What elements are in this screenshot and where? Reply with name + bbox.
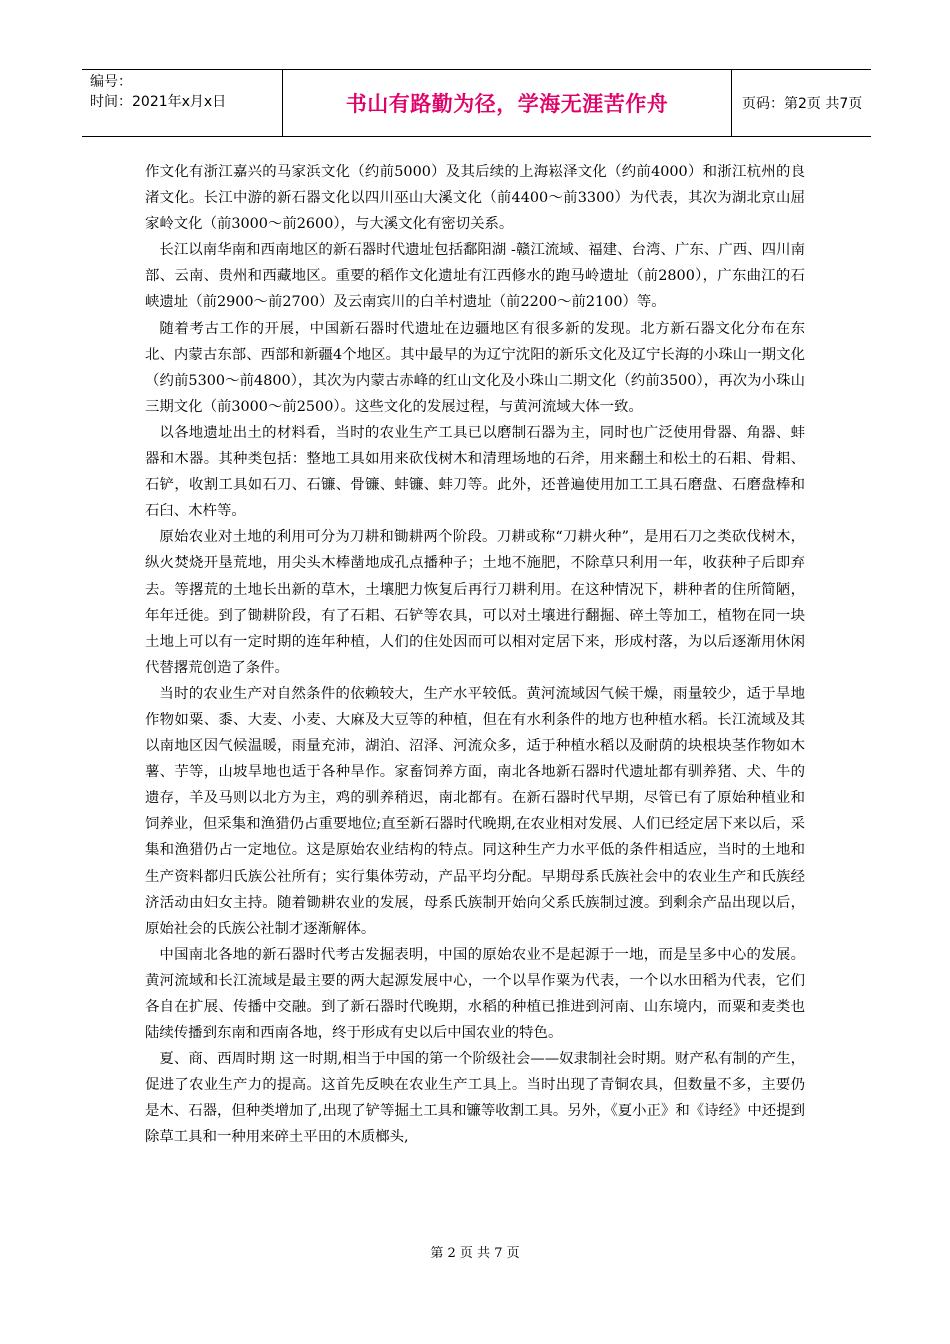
- date-label: 时间：2021年x月x日: [90, 94, 227, 110]
- paragraph: 中国南北各地的新石器时代考古发掘表明，中国的原始农业不是起源于一地，而是呈多中心的发展。黄河流域和长江流域是最主要的两大起源发展中心，一个以旱作粟为代表，一个以水田稻为代表，它们各自在扩展、传播中交融。到了新石器时代晚期，水稻的种植已推进到河南、山东境内，而粟和麦类也陆续传播到东南和西南各地，终于形成有史以后中国农业的特色。: [145, 946, 805, 1042]
- document-body: [145, 159, 805, 1151]
- page-header: [82, 69, 871, 137]
- page-info: 页码：第2页 共7页: [742, 96, 863, 112]
- header-meta: [82, 70, 282, 136]
- paragraph: 夏、商、西周时期 这一时期,相当于中国的第一个阶级社会——奴隶制社会时期。财产私有制的产生，促进了农业生产力的提高。这首先反映在农业生产工具上。当时出现了青铜农具，但数量不多，主要仍是木、石器，但种类增加了,出现了铲等掘土工具和镰等收割工具。另外，《夏小正》和《诗经》中还提到除草工具和一种用来碎土平田的木质榔头,: [145, 1051, 805, 1146]
- paragraph: 作文化有浙江嘉兴的马家浜文化（约前5000）及其后续的上海崧泽文化（约前4000）和浙江杭州的良渚文化。长江中游的新石器文化以四川巫山大溪文化（前4400～前3300）为代表，其次为湖北京山屈家岭文化（前3000～前2600），与大溪文化有密切关系。: [145, 164, 805, 233]
- motto: 书山有路勤为径，学海无涯苦作舟: [345, 92, 669, 116]
- number-label: 编号：: [90, 74, 132, 90]
- page-footer: 第 2 页 共 7 页: [430, 1246, 520, 1261]
- paragraph: 原始农业对土地的利用可分为刀耕和锄耕两个阶段。刀耕或称“刀耕火种”，是用石刀之类砍伐树木，纵火焚烧开垦荒地，用尖头木棒凿地成孔点播种子；土地不施肥，不除草只利用一年，收获种子后即弃去。等撂荒的土地长出新的草木，土壤肥力恢复后再行刀耕利用。在这种情况下，耕种者的住所简陋，年年迁徙。到了锄耕阶段，有了石耜、石铲等农具，可以对土壤进行翻掘、碎土等加工，植物在同一块土地上可以有一定时期的连年种植，人们的住处因而可以相对定居下来，形成村落，为以后逐渐用休闲代替撂荒创造了条件。: [145, 529, 805, 676]
- header-page-cell: [732, 70, 871, 136]
- paragraph: 当时的农业生产对自然条件的依赖较大，生产水平较低。黄河流域因气候干燥，雨量较少，适于旱地作物如粟、黍、大麦、小麦、大麻及大豆等的种植，但在有水利条件的地方也种植水稻。长江流域及其以南地区因气候温暖，雨量充沛，湖泊、沼泽、河流众多，适于种植水稻以及耐荫的块根块茎作物如木薯、芋等，山坡旱地也适于各种旱作。家畜饲养方面，南北各地新石器时代遗址都有驯养猪、犬、牛的遗存，羊及马则以北方为主，鸡的驯养稍迟，南北都有。在新石器时代早期，尽管已有了原始种植业和饲养业，但采集和渔猎仍占重要地位;直至新石器时代晚期,在农业相对发展、人们已经定居下来以后，采集和渔猎仍占一定地位。这是原始农业结构的特点。同这种生产力水平低的条件相适应，当时的土地和生产资料都归氏族公社所有；实行集体劳动，产品平均分配。早期母系氏族社会中的农业生产和氏族经济活动由妇女主持。随着锄耕农业的发展，母系氏族制开始向父系氏族制过渡。到剩余产品出现以后，原始社会的氏族公社制才逐渐解体。: [145, 685, 805, 937]
- paragraph: 随着考古工作的开展，中国新石器时代遗址在边疆地区有很多新的发现。北方新石器文化分布在东北、内蒙古东部、西部和新疆4个地区。其中最早的为辽宁沈阳的新乐文化及辽宁长海的小珠山一期文化（约前5300～前4800），其次为内蒙古赤峰的红山文化及小珠山二期文化（约前3500），再次为小珠山三期文化（前3000～前2500）。这些文化的发展过程，与黄河流域大体一致。: [145, 320, 805, 415]
- paragraph: 以各地遗址出土的材料看，当时的农业生产工具已以磨制石器为主，同时也广泛使用骨器、角器、蚌器和木器。其种类包括：整地工具如用来砍伐树木和清理场地的石斧，用来翻土和松土的石耜、骨耜、石铲，收割工具如石刀、石镰、骨镰、蚌镰、蚌刀等。此外，还普遍使用加工工具石磨盘、石磨盘棒和石臼、木杵等。: [145, 424, 805, 520]
- header-motto-cell: [282, 70, 732, 136]
- paragraph: 长江以南华南和西南地区的新石器时代遗址包括鄱阳湖 -赣江流域、福建、台湾、广东、广西、四川南部、云南、贵州和西藏地区。重要的稻作文化遗址有江西修水的跑马岭遗址（前2800），广东曲江的石峡遗址（前2900～前2700）及云南宾川的白羊村遗址（前2200～前2100）等。: [145, 242, 805, 311]
